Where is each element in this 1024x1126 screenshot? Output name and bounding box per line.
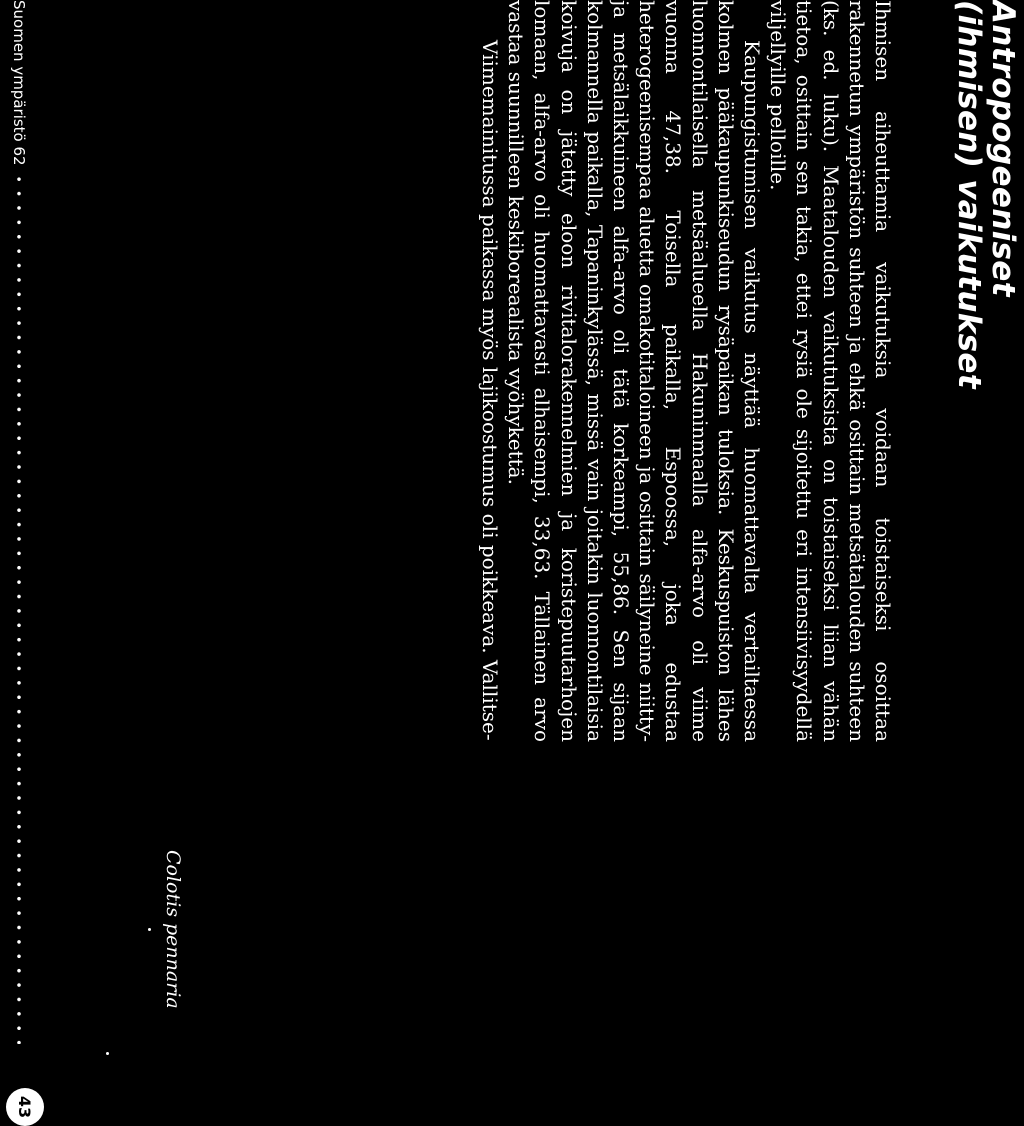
section-heading [952,0,1020,389]
body-text-column [477,0,896,742]
section-heading-line-1: Antropogeeniset [985,0,1021,297]
paragraph-1: Ihmisen aiheuttamia vaikutuksia voidaan toistaiseksi osoittaa rakennetun ympäristön suhteen ja ehkä osittain metsätalouden suhteen (ks. ed. luku). Maatalouden vaikutuksista on toistaiseksi liian vähän tietoa, osittain sen takia, ettei rysiä ole sijoitettu eri intensiivisyydellä viljellyille pelloille. [766,0,895,742]
page-footer [12,0,26,1044]
image-caption: Colotis pennaria [162,850,184,1009]
footer-dot-leader [17,172,21,1044]
section-heading-line-2: (ihmisen) vaikutukset [951,0,987,389]
page-number-badge: 43 [6,1088,44,1126]
paragraph-3: Viimemainitussa paikassa myös lajikoostumus oli poikkeava. Vallitse- [477,40,502,741]
scan-speck [106,1052,109,1055]
paragraph-2: Kaupungistumisen vaikutus näyttää huomattavalta vertailtaessa kolmen pääkaupunkiseudun rysäpaikan tuloksia. Keskuspuiston lähes luonnontilaisella metsäalueella Hakuninmaalla alfa-arvo oli viime vuonna 47,38. Toisella paikalla, Espoossa, joka edustaa heterogeenisempaa aluetta omakotitaloineen ja osittain säilyneine niitty- ja metsälaikkuineen alfa-arvo oli tätä korkeampi, 55,86. Sen sijaan kolmannella paikalla, Tapaninkylässä, missä vain joitakin luonnontilaisia koivuja on jätetty eloon rivitalorakennelmien ja koristepuutarhojen lomaan, alfa-arvo oli huomattavasti alhaisempi, 33,63. Tällainen arvo vastaa suunnilleen keskiboreaalista vyöhykettä. [504,0,764,742]
footer-source-label: Suomen ympäristö 62 [10,0,28,166]
scan-speck [148,928,151,931]
